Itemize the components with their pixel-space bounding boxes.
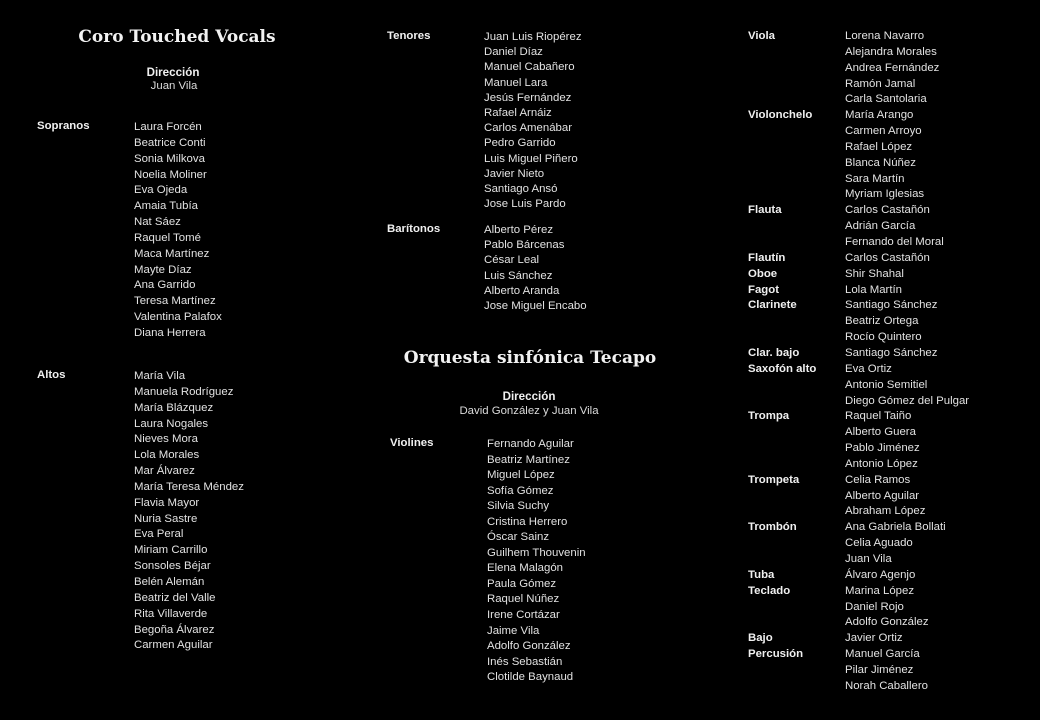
- member-name: Adrián García: [845, 220, 916, 233]
- member-name: Pilar Jiménez: [845, 663, 914, 676]
- instrument-label: Clar. bajo: [748, 347, 800, 359]
- instrument-label: Viola: [748, 30, 776, 42]
- member-name: Eva Ortiz: [845, 362, 892, 375]
- instrument-label: Tuba: [748, 568, 775, 581]
- member-name: Santiago Sánchez: [845, 299, 938, 312]
- member-name: Paula Gómez: [487, 577, 557, 590]
- member-name: Sonia Milkova: [134, 152, 205, 165]
- member-name: Diego Gómez del Pulgar: [845, 394, 970, 407]
- member-list: [845, 473, 925, 521]
- section-label: Tenores: [387, 30, 431, 42]
- member-name: Beatriz Martínez: [487, 453, 570, 466]
- member-name: Lola Morales: [134, 449, 200, 462]
- member-list: [845, 584, 929, 632]
- member-name: Pablo Bárcenas: [484, 239, 565, 252]
- member-name: Rocío Quintero: [845, 331, 922, 344]
- member-name: Carmen Aguilar: [134, 639, 213, 652]
- orchestra-director: David González y Juan Vila: [459, 405, 599, 417]
- member-name: Manuel Lara: [484, 76, 548, 89]
- instrument-label: Fagot: [748, 283, 780, 296]
- member-name: Alberto Aranda: [484, 284, 560, 297]
- member-name: María Arango: [845, 109, 914, 122]
- member-name: Rita Villaverde: [134, 607, 208, 620]
- member-name: Lola Martín: [845, 283, 902, 296]
- member-name: Adolfo González: [845, 616, 929, 629]
- member-name: María Teresa Méndez: [134, 480, 244, 493]
- choir-director: Juan Vila: [150, 80, 198, 92]
- member-name: Luis Miguel Piñero: [484, 152, 578, 165]
- member-name: Sonsoles Béjar: [134, 560, 211, 573]
- section-label: Barítonos: [387, 223, 441, 235]
- member-list: [845, 251, 930, 267]
- member-name: Begoña Álvarez: [134, 623, 215, 636]
- member-name: Carlos Castañón: [845, 251, 930, 264]
- member-name: Myriam Iglesias: [845, 188, 925, 201]
- member-name: Javier Ortiz: [845, 632, 903, 645]
- member-name: Blanca Núñez: [845, 156, 916, 169]
- member-name: Álvaro Agenjo: [845, 568, 916, 581]
- member-name: Inés Sebastián: [487, 655, 563, 668]
- member-name: María Blázquez: [134, 401, 214, 414]
- member-name: Rafael Arnáiz: [484, 106, 552, 119]
- member-name: Nuria Sastre: [134, 512, 198, 525]
- choir-title: Coro Touched Vocals: [78, 27, 276, 47]
- member-name: Ramón Jamal: [845, 77, 916, 90]
- member-name: Alberto Aguilar: [845, 489, 920, 502]
- member-list: [845, 520, 946, 568]
- member-name: Manuela Rodríguez: [134, 385, 234, 398]
- member-name: Carla Santolaria: [845, 93, 927, 106]
- section-label: Sopranos: [37, 120, 90, 132]
- member-name: Belén Alemán: [134, 575, 205, 588]
- member-name: Fernando Aguilar: [487, 438, 574, 450]
- member-name: Irene Cortázar: [487, 609, 560, 622]
- instrument-label: Saxofón alto: [748, 362, 817, 375]
- member-name: Eva Ojeda: [134, 184, 188, 197]
- instrument-label: Flauta: [748, 204, 782, 217]
- instrument-label: Clarinete: [748, 299, 797, 312]
- member-name: Beatrice Conti: [134, 136, 206, 149]
- member-name: Pablo Jiménez: [845, 442, 920, 455]
- member-name: Celia Aguado: [845, 537, 913, 550]
- member-name: Maca Martínez: [134, 247, 210, 260]
- instrument-label: Oboe: [748, 267, 778, 280]
- member-name: Norah Caballero: [845, 679, 928, 692]
- member-name: Flavia Mayor: [134, 496, 200, 509]
- member-list: [845, 267, 904, 283]
- member-name: Diana Herrera: [134, 326, 206, 339]
- member-name: Laura Nogales: [134, 417, 209, 430]
- member-name: Guilhem Thouvenin: [487, 546, 586, 559]
- member-name: Miriam Carrillo: [134, 544, 208, 557]
- instrument-label: Trompeta: [748, 473, 800, 486]
- instrument-label: Violonchelo: [748, 109, 813, 122]
- member-name: Luis Sánchez: [484, 269, 553, 282]
- member-name: Mar Álvarez: [134, 465, 195, 478]
- member-name: Antonio López: [845, 457, 918, 470]
- member-name: Carmen Arroyo: [845, 125, 922, 138]
- instrument-label: Bajo: [748, 632, 773, 645]
- member-name: Marina López: [845, 584, 915, 597]
- member-name: Lorena Navarro: [845, 30, 925, 42]
- member-list: [845, 203, 944, 251]
- member-name: Rafael López: [845, 140, 913, 153]
- member-name: Celia Ramos: [845, 473, 911, 486]
- member-name: Santiago Ansó: [484, 182, 558, 195]
- member-name: Eva Peral: [134, 528, 184, 541]
- member-list: [845, 108, 924, 203]
- member-name: Nat Sáez: [134, 216, 181, 229]
- member-list: [484, 223, 587, 314]
- member-name: Ana Garrido: [134, 279, 196, 292]
- member-list: [845, 298, 937, 346]
- member-list: [845, 631, 903, 647]
- member-name: Sara Martín: [845, 172, 905, 185]
- member-name: Alberto Pérez: [484, 224, 554, 236]
- member-name: Juan Vila: [845, 553, 892, 566]
- member-name: Óscar Sainz: [487, 531, 550, 544]
- choir-direction-label: Dirección: [146, 66, 200, 79]
- section-label: Altos: [37, 369, 66, 381]
- member-name: Elena Malagón: [487, 562, 563, 575]
- orchestra-direction-label: Dirección: [502, 390, 556, 403]
- member-name: Teresa Martínez: [134, 295, 216, 308]
- member-name: Clotilde Baynaud: [487, 671, 574, 684]
- member-name: Antonio Semitiel: [845, 378, 928, 391]
- member-list: [845, 362, 969, 410]
- member-list: [845, 346, 937, 362]
- member-name: Mayte Díaz: [134, 263, 192, 276]
- member-name: Pedro Garrido: [484, 137, 556, 150]
- member-name: Alejandra Morales: [845, 45, 937, 58]
- member-name: César Leal: [484, 254, 540, 267]
- member-name: Amaia Tubía: [134, 200, 198, 213]
- member-list: [487, 437, 586, 686]
- member-name: Carlos Amenábar: [484, 122, 573, 135]
- member-name: Manuel Cabañero: [484, 61, 575, 74]
- instrument-label: Trompa: [748, 410, 790, 423]
- member-name: Jose Miguel Encabo: [484, 299, 587, 312]
- member-list: [134, 369, 244, 654]
- member-name: Adolfo González: [487, 640, 571, 653]
- member-name: Alberto Guera: [845, 426, 916, 439]
- member-name: Ana Gabriela Bollati: [845, 521, 946, 534]
- member-list: [845, 568, 915, 584]
- member-name: Jesús Fernández: [484, 91, 572, 104]
- instrument-label: Percusión: [748, 648, 804, 661]
- member-name: Manuel García: [845, 648, 920, 661]
- member-name: Beatriz Ortega: [845, 315, 919, 328]
- member-name: Santiago Sánchez: [845, 347, 938, 359]
- member-name: Shir Shahal: [845, 267, 904, 280]
- member-name: Juan Luis Riopérez: [484, 31, 582, 43]
- member-name: Sofía Gómez: [487, 484, 554, 497]
- member-name: Andrea Fernández: [845, 61, 940, 74]
- member-list: [845, 29, 939, 108]
- member-name: Beatriz del Valle: [134, 591, 216, 604]
- orchestra-title: Orquesta sinfónica Tecapo: [403, 348, 657, 368]
- member-name: Javier Nieto: [484, 167, 545, 180]
- member-name: Raquel Tomé: [134, 231, 201, 244]
- member-name: Nieves Mora: [134, 433, 198, 446]
- member-list: [134, 120, 222, 342]
- member-list: [845, 283, 902, 299]
- section-label: Violines: [390, 437, 434, 449]
- member-name: Raquel Núñez: [487, 593, 560, 606]
- instrument-label: Flautín: [748, 251, 786, 264]
- member-name: Fernando del Moral: [845, 236, 944, 249]
- member-name: Abraham López: [845, 505, 926, 518]
- member-name: Raquel Taiño: [845, 410, 912, 423]
- member-name: Noelia Moliner: [134, 168, 207, 181]
- member-name: Silvia Suchy: [487, 500, 550, 513]
- member-name: Daniel Díaz: [484, 46, 543, 59]
- member-name: Laura Forcén: [134, 121, 202, 133]
- member-name: Daniel Rojo: [845, 600, 904, 613]
- member-name: Jose Luis Pardo: [484, 198, 566, 211]
- member-list: [845, 409, 920, 472]
- member-name: Cristina Herrero: [487, 515, 568, 528]
- member-name: Valentina Palafox: [134, 311, 222, 324]
- member-name: Miguel López: [487, 469, 555, 482]
- member-list: [484, 30, 582, 212]
- member-name: Carlos Castañón: [845, 204, 930, 217]
- member-list: [845, 647, 928, 695]
- instrument-label: Teclado: [748, 584, 791, 597]
- member-name: María Vila: [134, 370, 186, 382]
- member-name: Jaime Vila: [487, 624, 540, 637]
- instrument-label: Trombón: [748, 521, 797, 534]
